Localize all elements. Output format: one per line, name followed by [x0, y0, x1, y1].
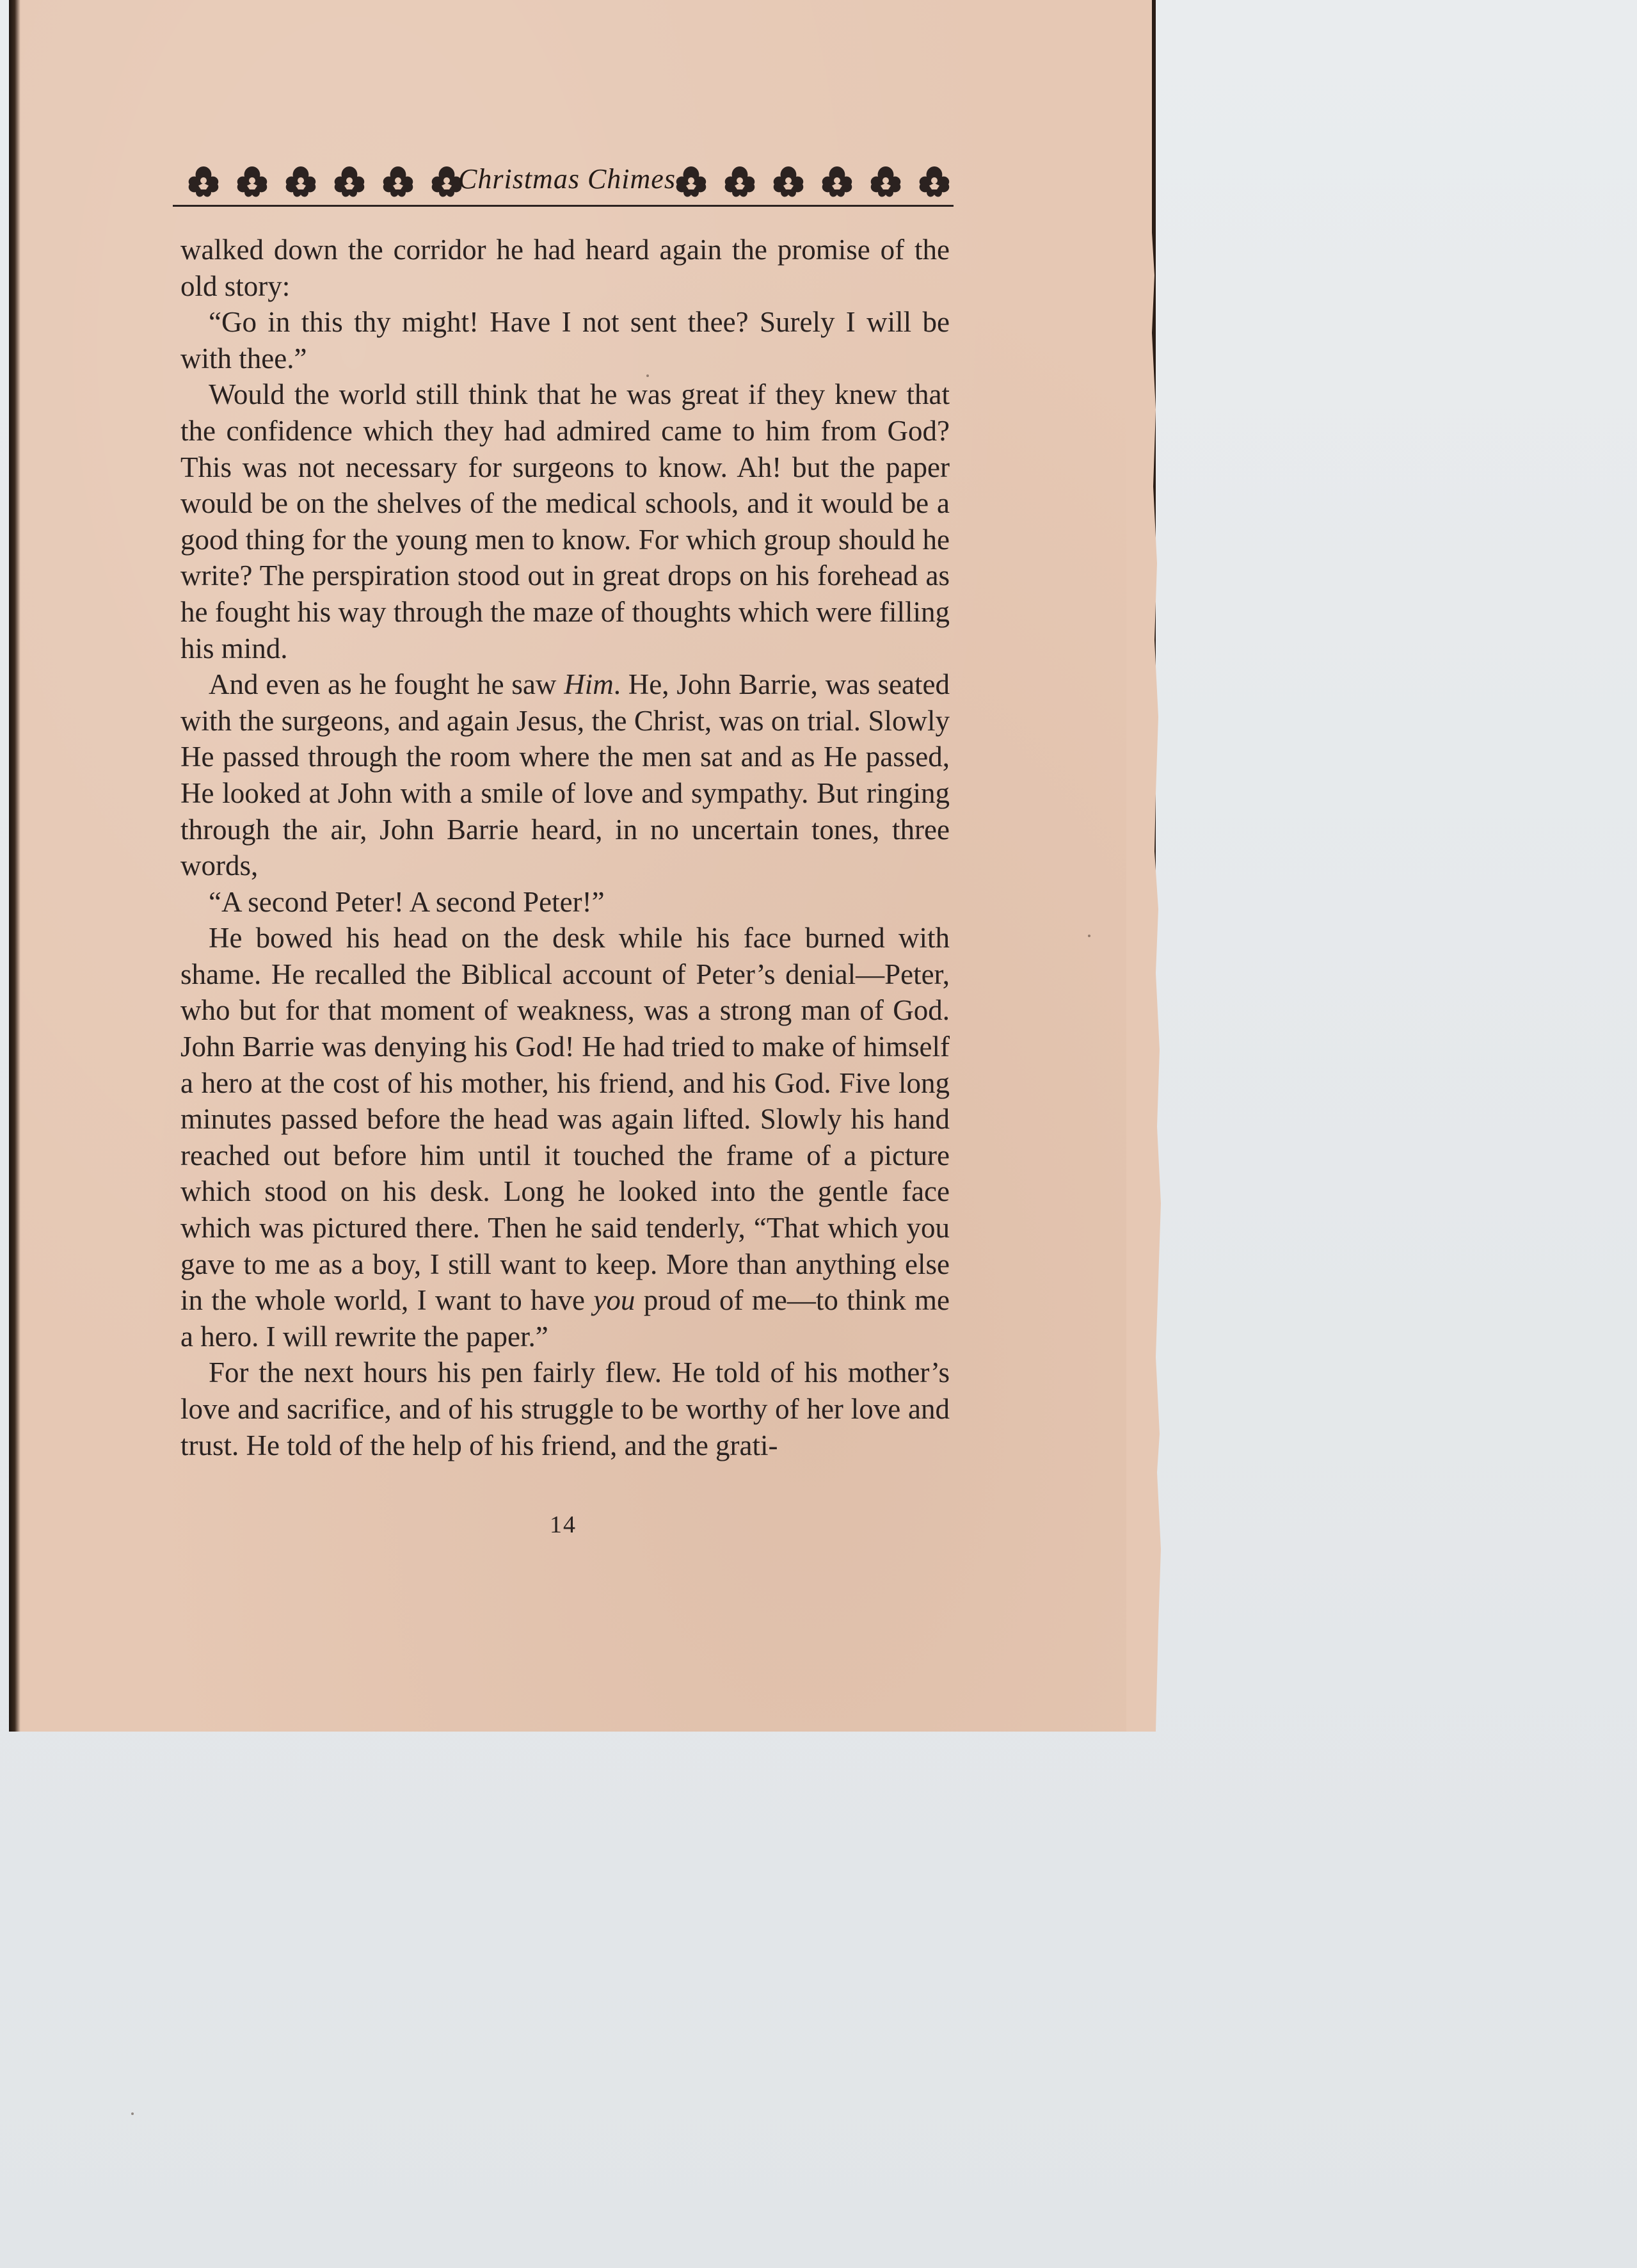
- paragraph-7: For the next hours his pen fairly flew. He told of his mother’s love and sacrifice, and of his struggle to be worthy of her love and trust. He told of the help of his friend, and the grati-: [180, 1356, 950, 1461]
- header-rule: [173, 205, 954, 207]
- ornament-row-left: [184, 164, 466, 200]
- running-title: Christmas Chimes: [458, 163, 676, 195]
- paragraph-1: walked down the corridor he had heard again the promise of the old story:: [180, 234, 950, 302]
- bell-flower-ornament-icon: [721, 164, 759, 200]
- paragraph-3: Would the world still think that he was great if they knew that the confidence which they had admired came to him from God? This was not necessary for surgeons to know. Ah! but the paper would be on the shelves of the medical schools, and it would be a good thing for the young men to know. For which group should he write? The perspiration stood out in great drops on his forehead as he fought his way through the maze of thoughts which were filling his mind.: [180, 378, 950, 664]
- bell-flower-ornament-icon: [672, 164, 710, 200]
- bell-flower-ornament-icon: [915, 164, 954, 200]
- bell-flower-ornament-icon: [379, 164, 417, 200]
- bell-flower-ornament-icon: [233, 164, 271, 200]
- page-binding-edge: [9, 0, 20, 1732]
- bell-flower-ornament-icon: [330, 164, 369, 200]
- paper-fleck: [1088, 935, 1090, 937]
- ornament-row-right: [672, 164, 954, 200]
- bell-flower-ornament-icon: [184, 164, 223, 200]
- body-text: [180, 232, 950, 1463]
- running-header: [173, 159, 954, 205]
- bell-flower-ornament-icon: [818, 164, 856, 200]
- italic-emphasis: Him: [564, 668, 614, 701]
- paragraph-2: “Go in this thy might! Have I not sent thee? Surely I will be with thee.”: [180, 306, 950, 374]
- paragraph-6: He bowed his head on the desk while his face burned with shame. He recalled the Biblical account of Peter’s denial—Peter, who but for that moment of weakness, was a strong man of God. John Barrie was denying his God! He had tried to make of himself a hero at the cost of his mother, his friend, and his God. Five long minutes passed before the head was again lifted. Slowly his hand reached out before him until it touched the frame of a picture which stood on his desk. Long he looked into the gentle face which was pictured there. Then he said tenderly, “That which you gave to me as a boy, I still want to keep. More than anything else in the whole world, I want to have you proud of me—to think me a hero. I will rewrite the paper.”: [180, 922, 950, 1353]
- paper-fleck: [646, 374, 649, 377]
- paragraph-5: “A second Peter! A second Peter!”: [209, 885, 605, 918]
- bell-flower-ornament-icon: [866, 164, 905, 200]
- torn-page-edge: [1126, 0, 1165, 1732]
- scanner-fleck: [131, 2112, 134, 2115]
- italic-emphasis: you: [593, 1284, 635, 1317]
- paragraph-4: And even as he fought he saw Him. He, John Barrie, was seated with the surgeons, and again Jesus, the Christ, was on trial. Slowly He passed through the room where the men sat and as He passed, He looked at John with a smile of love and sympathy. But ringing through the air, John Barrie heard, in no uncertain tones, three words,: [180, 668, 950, 882]
- bell-flower-ornament-icon: [282, 164, 320, 200]
- bell-flower-ornament-icon: [769, 164, 808, 200]
- page-number: 14: [550, 1511, 577, 1538]
